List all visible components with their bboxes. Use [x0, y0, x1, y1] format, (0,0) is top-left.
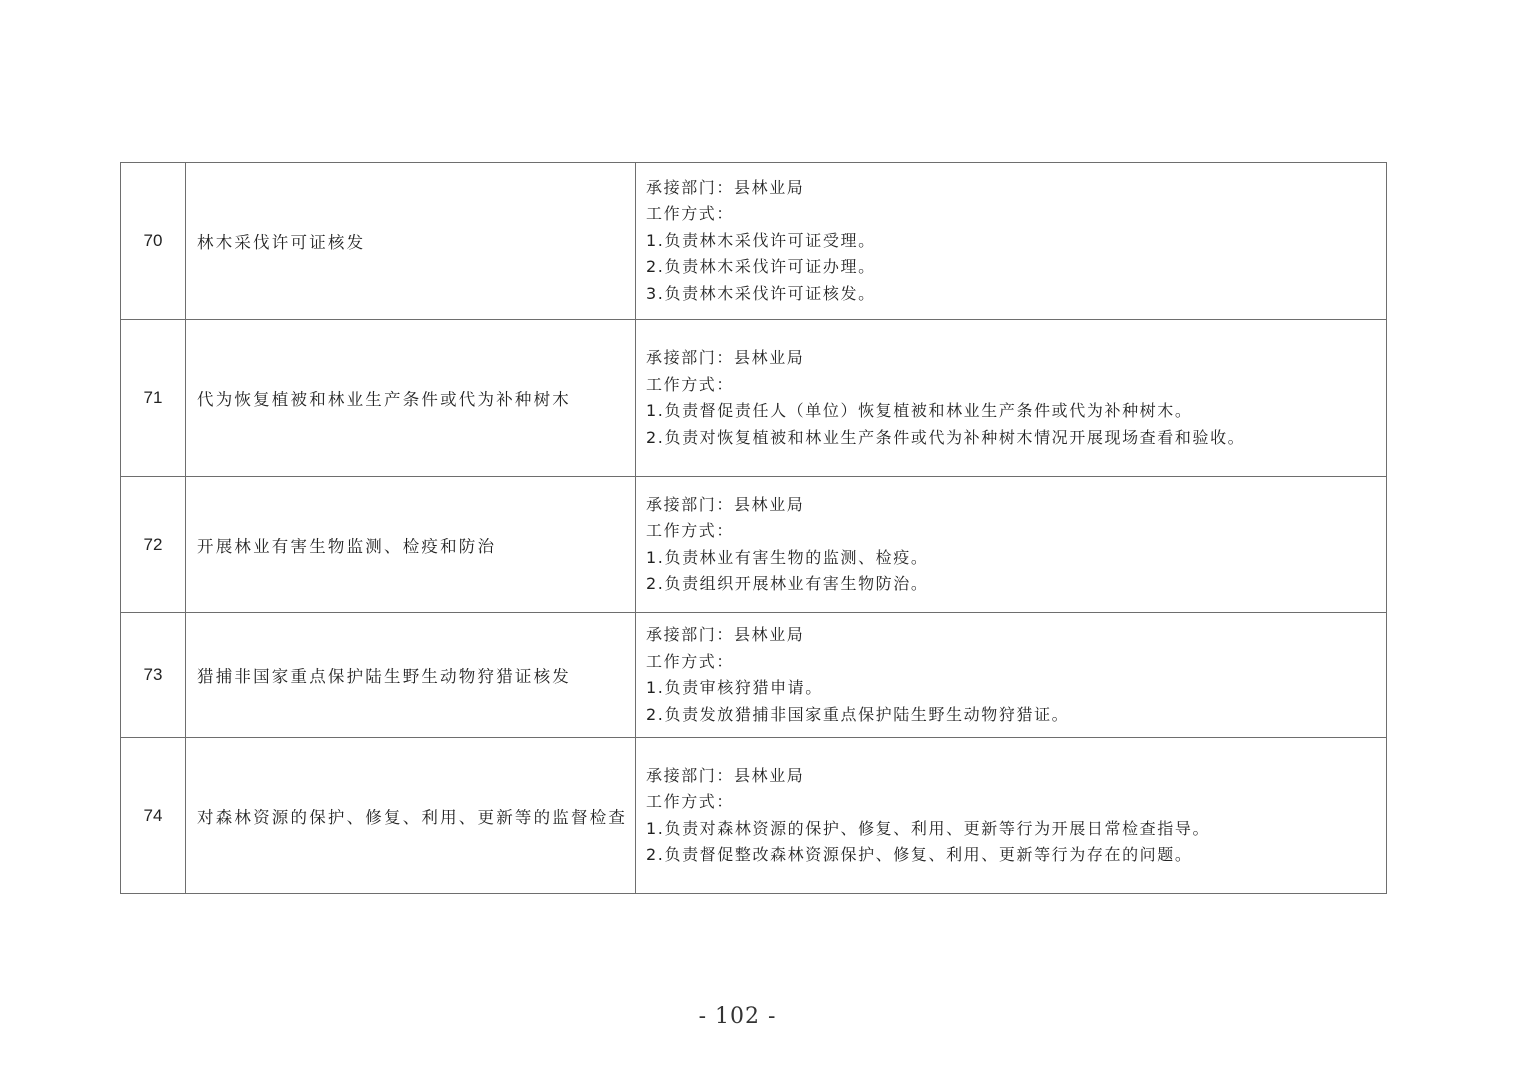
- method-step: 2.负责林木采伐许可证办理。: [646, 257, 876, 277]
- method-step: 2.负责发放猎捕非国家重点保护陆生野生动物狩猎证。: [646, 704, 1070, 724]
- method-step: 1.负责督促责任人（单位）恢复植被和林业生产条件或代为补种树木。: [646, 401, 1193, 420]
- method-step: 2.负责组织开展林业有害生物防治。: [646, 574, 929, 593]
- row-number: 73: [121, 613, 186, 738]
- department-line: 承接部门：县林业局: [646, 625, 805, 644]
- method-label: 工作方式：: [646, 521, 735, 540]
- method-step: 1.负责对森林资源的保护、修复、利用、更新等行为开展日常检查指导。: [646, 818, 1211, 838]
- table-row: [121, 163, 1387, 320]
- item-description: [636, 613, 1387, 738]
- item-name: 对森林资源的保护、修复、利用、更新等的监督检查: [186, 738, 636, 894]
- method-label: 工作方式：: [646, 374, 735, 394]
- method-step: 2.负责对恢复植被和林业生产条件或代为补种树木情况开展现场查看和验收。: [646, 427, 1246, 447]
- department-line: 承接部门：县林业局: [646, 348, 805, 367]
- method-step: 3.负责林木采伐许可证核发。: [646, 283, 876, 303]
- row-number: 72: [121, 477, 186, 613]
- row-number: 74: [121, 738, 186, 894]
- method-step: 2.负责督促整改森林资源保护、修复、利用、更新等行为存在的问题。: [646, 845, 1193, 864]
- item-name: 林木采伐许可证核发: [186, 163, 636, 320]
- method-label: 工作方式：: [646, 204, 735, 224]
- page-number: - 102 -: [698, 1004, 777, 1029]
- item-name: 猎捕非国家重点保护陆生野生动物狩猎证核发: [186, 613, 636, 738]
- item-name: 代为恢复植被和林业生产条件或代为补种树木: [186, 320, 636, 477]
- item-name: 开展林业有害生物监测、检疫和防治: [186, 477, 636, 613]
- item-description: [636, 738, 1387, 894]
- department-line: 承接部门：县林业局: [646, 494, 805, 514]
- table-row: [121, 320, 1387, 477]
- item-description: [636, 163, 1387, 320]
- table-row: [121, 477, 1387, 613]
- method-step: 1.负责审核狩猎申请。: [646, 678, 823, 697]
- method-step: 1.负责林木采伐许可证受理。: [646, 230, 876, 250]
- method-label: 工作方式：: [646, 651, 735, 671]
- item-description: [636, 477, 1387, 613]
- responsibility-table: [120, 162, 1387, 894]
- row-number: 71: [121, 320, 186, 477]
- item-description: [636, 320, 1387, 477]
- department-line: 承接部门：县林业局: [646, 765, 805, 785]
- table-row: [121, 613, 1387, 738]
- department-line: 承接部门：县林业局: [646, 177, 805, 197]
- table-row: [121, 738, 1387, 894]
- method-step: 1.负责林业有害生物的监测、检疫。: [646, 547, 929, 567]
- row-number: 70: [121, 163, 186, 320]
- method-label: 工作方式：: [646, 792, 735, 811]
